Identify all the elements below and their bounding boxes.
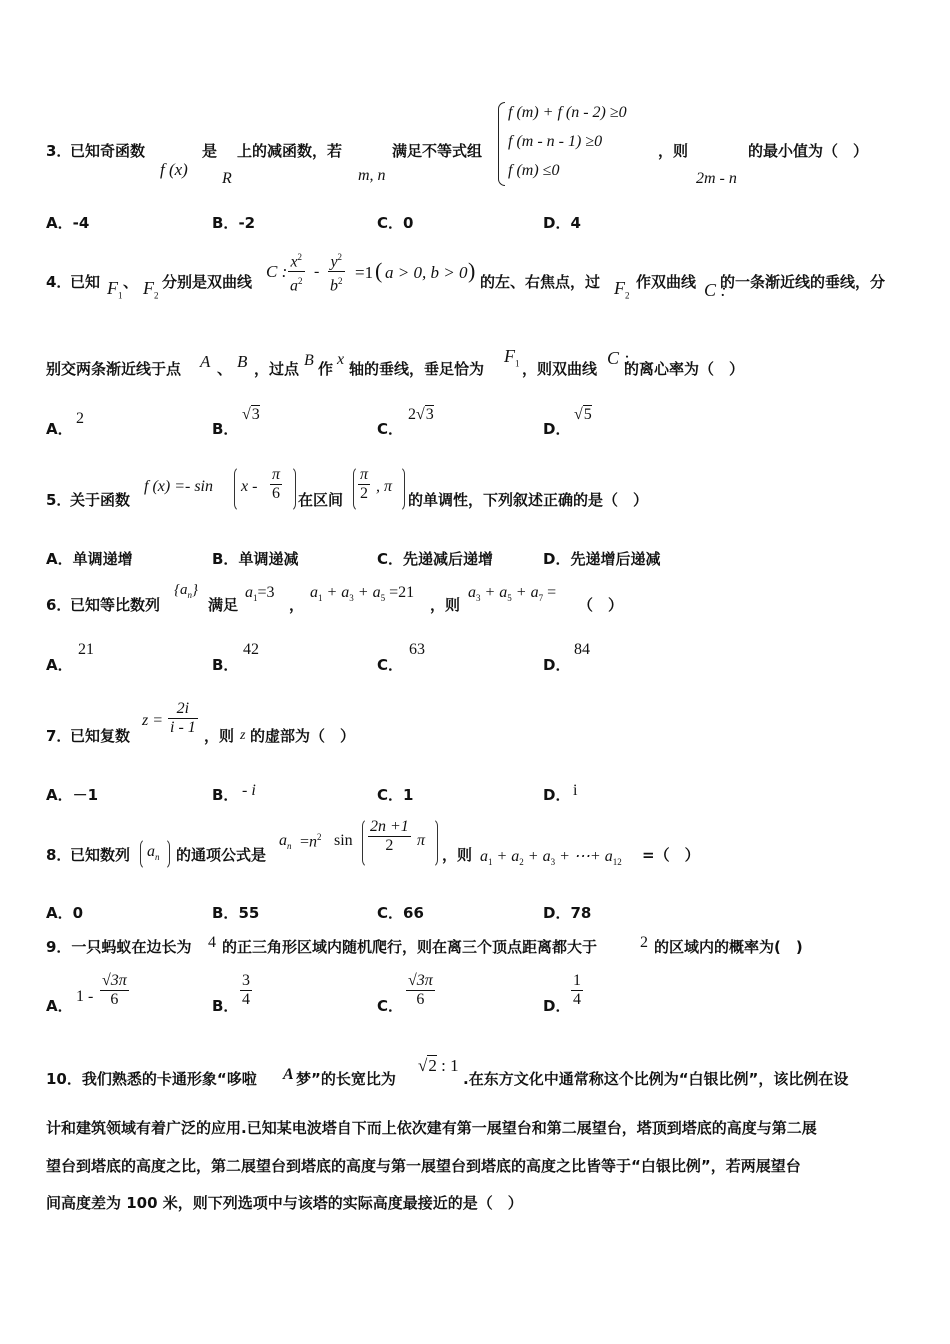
q5-x-minus: x - [241, 478, 258, 495]
q8-text-4: =（ ） [642, 846, 700, 864]
q3-text-3: 上的减函数，若 [237, 142, 343, 160]
q3-option-a[interactable]: A．-4 [46, 214, 90, 232]
q4-point-B-2: B [304, 352, 314, 369]
q4-text-4: 作双曲线 [636, 273, 697, 291]
q4-option-c-label[interactable]: C． [377, 420, 404, 438]
q9-option-b-fraction[interactable]: $\frac{3}{4}$ [242, 972, 250, 1008]
q6-option-d-label[interactable]: D． [543, 656, 571, 674]
q8-formula-n2: $=n^2$ [300, 832, 322, 851]
q8-text-3: ，则 [442, 846, 473, 864]
q4-line2-text-a: 别交两条渐近线于点 [46, 360, 182, 378]
q4-option-a-value[interactable]: 2 [76, 410, 84, 427]
q10-line-4: 间高度差为 100 米，则下列选项中与该塔的实际高度最接近的是（ ） [46, 1194, 523, 1212]
q4-condition: a > 0, b > 0 [385, 263, 468, 282]
q5-frac-pi-6: $\frac{\pi}{6}$ [272, 466, 281, 502]
q4-point-A: A [200, 352, 211, 371]
q5-text-3: 的单调性，下列叙述正确的是（ ） [408, 491, 649, 509]
q7-option-b-value[interactable]: - i [242, 782, 256, 799]
q9-text-3: 的区域内的概率为( ) [654, 938, 803, 956]
q7-text-2: ，则 [204, 727, 235, 745]
q4-sep-2: 、 [217, 360, 233, 378]
q10-line-2: 计和建筑领域有着广泛的应用.已知某电波塔自下而上依次建有第一展望台和第二展望台，塔顶到塔底的高度与第二展 [46, 1119, 817, 1137]
q4-text-2: 分别是双曲线 [162, 273, 253, 291]
q5-pi-end: , π [376, 478, 393, 495]
q6-text-5: （ ） [578, 596, 624, 614]
q8-text-1: 已知数列 [70, 846, 131, 864]
q9-option-a-label[interactable]: A． [46, 997, 73, 1015]
q4-paren-open: ( [375, 258, 383, 283]
q6-sequence: $\{a_n\}$ [174, 582, 198, 600]
q4-paren-close: ) [468, 258, 476, 283]
q10-line-1c: .在东方文化中通常称这个比例为“白银比例”，该比例在设 [463, 1070, 849, 1088]
q3-text-4: 满足不等式组 [392, 142, 483, 160]
q7-z: z [240, 728, 246, 743]
q4-line2-text-d: 轴的垂线，垂足恰为 [349, 360, 485, 378]
q7-option-a[interactable]: A．－1 [46, 786, 99, 804]
q4-x-axis: x [337, 351, 345, 368]
q9-four: 4 [208, 934, 216, 951]
q4-F2-again: $F_2$ [614, 278, 630, 301]
q4-text-1: 已知 [70, 273, 101, 291]
q7-option-b-label[interactable]: B． [212, 786, 239, 804]
q3-text-1: 已知奇函数 [70, 142, 146, 160]
q6-sum-357: $a_3 + a_5 + a_7$ = [468, 584, 557, 604]
q6-option-c-label[interactable]: C． [377, 656, 404, 674]
q3-text-5: ，则 [658, 142, 689, 160]
q9-option-a-fraction[interactable]: $\frac{√3\pi}{6}$ [102, 972, 127, 1008]
q8-pi: π [417, 832, 426, 849]
q4-C: C : [704, 280, 727, 300]
q8-option-c[interactable]: C．66 [377, 904, 424, 922]
q7-text-1: 已知复数 [70, 727, 131, 745]
q4-frac-y: $\frac{y^2}{b^2}$ [328, 248, 345, 296]
q4-line2-text-b: ，过点 [254, 360, 300, 378]
q4-option-c-value[interactable]: 2√3 [408, 406, 434, 423]
q6-a1: $a_1=3$ [245, 584, 275, 604]
q5-text-1: 关于函数 [70, 491, 131, 509]
q9-text-2: 的正三角形区域内随机爬行，则在离三个顶点距离都大于 [222, 938, 598, 956]
q4-option-b-label[interactable]: B． [212, 420, 239, 438]
q8-text-2: 的通项公式是 [176, 846, 267, 864]
q4-line2-text-c: 作 [318, 360, 334, 378]
q6-option-b-value[interactable]: 42 [243, 641, 259, 658]
q6-option-a-value[interactable]: 21 [78, 641, 94, 658]
q9-option-c-label[interactable]: C． [377, 997, 404, 1015]
q3-number: 3． [46, 142, 72, 160]
q3-option-c[interactable]: C．0 [377, 214, 414, 232]
q5-option-c[interactable]: C．先递减后递增 [377, 550, 494, 568]
q10-A: A [283, 1066, 294, 1083]
q4-point-B: B [237, 352, 248, 371]
q4-equals-one: =1 [355, 263, 374, 282]
q4-number: 4． [46, 273, 72, 291]
q9-option-b-label[interactable]: B． [212, 997, 239, 1015]
q8-option-b[interactable]: B．55 [212, 904, 260, 922]
q10-ratio: √2 : 1 [418, 1056, 459, 1075]
q4-C-2: C : [607, 348, 630, 368]
q4-text-3: 的左、右焦点，过 [480, 273, 601, 291]
q4-option-d-value[interactable]: √5 [574, 406, 592, 423]
q4-F1: $F_1$ [107, 278, 123, 301]
q4-F2: $F_2$ [143, 278, 159, 301]
q5-option-b[interactable]: B．单调递减 [212, 550, 299, 568]
q6-option-c-value[interactable]: 63 [409, 641, 425, 658]
q8-formula-an: $a_n$ [279, 832, 292, 852]
q3-text-6: 的最小值为（ ） [748, 142, 869, 160]
q3-expr: 2m - n [696, 170, 737, 187]
q3-fx: f (x) [160, 160, 188, 179]
q4-minus: - [314, 263, 320, 280]
q7-option-d-value[interactable]: i [573, 782, 578, 799]
q10-line-3: 望台到塔底的高度之比，第二展望台到塔底的高度与第一展望台到塔底的高度之比皆等于“白银比例”，若两展望台 [46, 1157, 801, 1175]
q3-text-2: 是 [202, 142, 218, 160]
q9-option-d-label[interactable]: D． [543, 997, 571, 1015]
q5-text-2: 在区间 [298, 491, 344, 509]
q8-sum: $a_1 + a_2 + a_3$ + ⋯+ $a_{12}$ [480, 848, 622, 868]
q9-option-c-fraction[interactable]: $\frac{√3\pi}{6}$ [408, 972, 433, 1008]
q9-two: 2 [640, 934, 648, 951]
q3-system-brace [498, 102, 505, 186]
q5-frac-pi-2: $\frac{\pi}{2}$ [360, 466, 369, 502]
q4-separator: 、 [123, 273, 139, 291]
q9-text-1: 9．一只蚂蚁在边长为 [46, 938, 192, 956]
q3-system-line-1: f (m) + f (n - 2) ≥0 [508, 104, 627, 121]
q4-line2-text-f: 的离心率为（ ） [624, 360, 745, 378]
q4-option-a-label[interactable]: A． [46, 420, 73, 438]
q8-number: 8． [46, 846, 72, 864]
q4-option-d-label[interactable]: D． [543, 420, 571, 438]
q8-sin: sin [334, 832, 353, 849]
q7-number: 7． [46, 727, 72, 745]
q5-option-d[interactable]: D．先递增后递减 [543, 550, 661, 568]
q10-line-1b: 梦”的长宽比为 [296, 1070, 396, 1088]
q3-R: R [222, 170, 232, 187]
q4-C-label: C : [266, 262, 288, 281]
q4-line2-text-e: ，则双曲线 [522, 360, 598, 378]
q6-sum-135: $a_1 + a_3 + a_5 =21$ [310, 584, 415, 604]
q6-number: 6． [46, 596, 72, 614]
q8-fraction: $\frac{2n +1}{2}$ [370, 818, 409, 854]
q7-option-d-label[interactable]: D． [543, 786, 571, 804]
q9-option-a-pre[interactable]: 1 - [76, 988, 94, 1005]
q9-option-d-fraction[interactable]: $\frac{1}{4}$ [573, 972, 581, 1008]
q3-system-line-2: f (m - n - 1) ≥0 [508, 133, 603, 150]
q6-option-d-value[interactable]: 84 [574, 641, 590, 658]
q3-mn: m, n [358, 167, 386, 184]
q4-option-b-value[interactable]: √3 [242, 406, 260, 423]
q7-z-equals: z = [142, 712, 164, 729]
q6-option-a-label[interactable]: A． [46, 656, 73, 674]
q4-F1-again: $F_1$ [504, 346, 520, 369]
q5-function: f (x) =- sin [144, 478, 213, 495]
q6-text-1: 已知等比数列 [70, 596, 161, 614]
q8-sequence: $a_n$ [147, 843, 160, 863]
q4-frac-x: $\frac{x^2}{a^2}$ [288, 248, 305, 296]
q4-text-5: 的一条渐近线的垂线，分 [720, 273, 886, 291]
q6-option-b-label[interactable]: B． [212, 656, 239, 674]
q3-option-b[interactable]: B．-2 [212, 214, 256, 232]
q3-option-d[interactable]: D．4 [543, 214, 581, 232]
q7-option-c[interactable]: C．1 [377, 786, 414, 804]
q8-option-a[interactable]: A．0 [46, 904, 84, 922]
q3-system-line-3: f (m) ≤0 [508, 162, 560, 179]
q7-text-3: 的虚部为（ ） [250, 727, 356, 745]
q7-fraction: $\frac{2i}{i - 1}$ [170, 700, 196, 736]
q6-text-2: 满足 [208, 596, 239, 614]
q10-line-1a: 10．我们熟悉的卡通形象“哆啦 [46, 1070, 257, 1088]
q5-option-a[interactable]: A．单调递增 [46, 550, 133, 568]
q8-option-d[interactable]: D．78 [543, 904, 592, 922]
q6-text-3: ，则 [430, 596, 461, 614]
q5-number: 5． [46, 491, 72, 509]
